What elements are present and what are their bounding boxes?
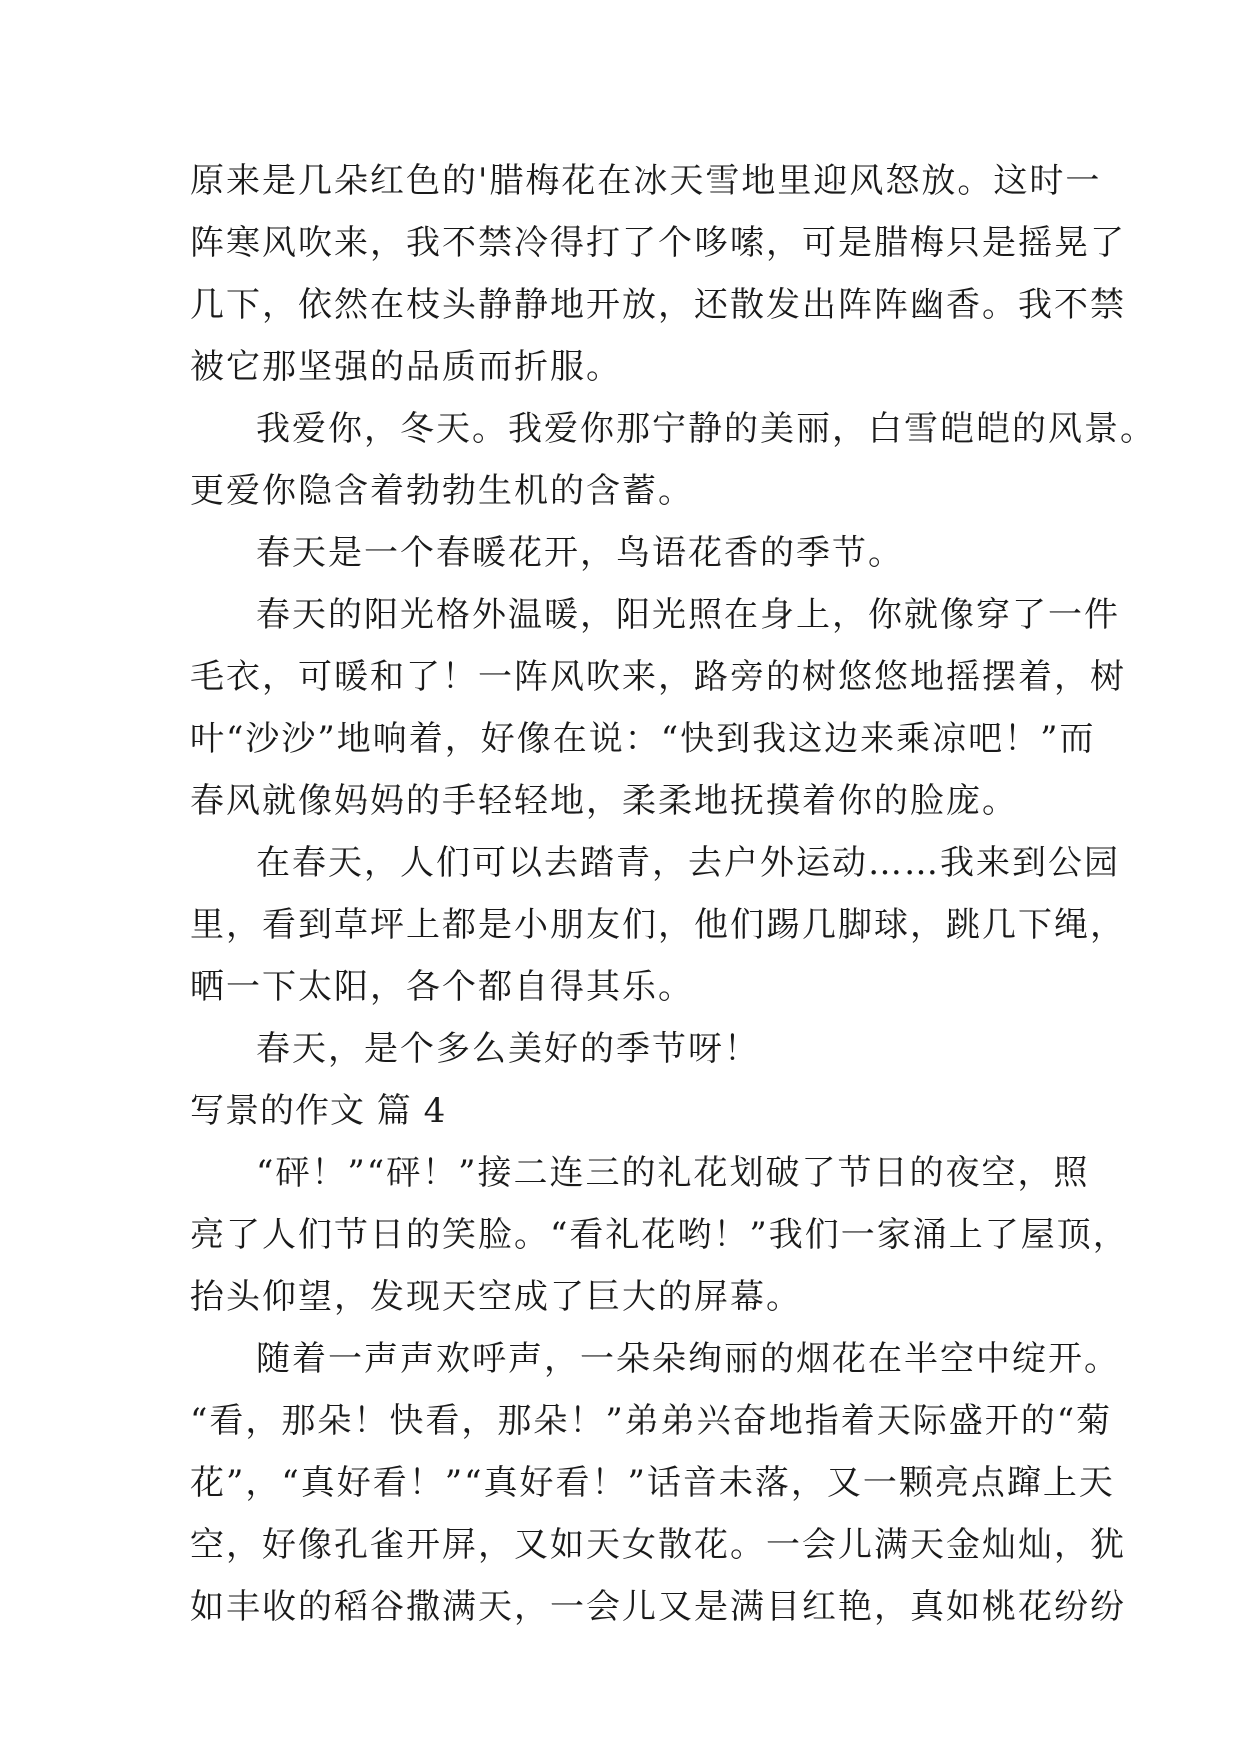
text-line: 春风就像妈妈的手轻轻地，柔柔地抚摸着你的脸庞。 xyxy=(190,781,1018,821)
text-line: 春天的阳光格外温暖，阳光照在身上，你就像穿了一件 xyxy=(256,595,1120,635)
text-line: 原来是几朵红色的'腊梅花在冰天雪地里迎风怒放。这时一 xyxy=(190,161,1102,201)
text-line: 春天是一个春暖花开，鸟语花香的季节。 xyxy=(256,533,904,573)
text-line: 亮了人们节日的笑脸。“看礼花哟！”我们一家涌上了屋顶， xyxy=(190,1215,1129,1255)
text-line: 如丰收的稻谷撒满天，一会儿又是满目红艳，真如桃花纷纷 xyxy=(190,1587,1126,1627)
text-line: 叶“沙沙”地响着，好像在说：“快到我这边来乘凉吧！”而 xyxy=(190,719,1096,759)
text-line: 几下，依然在枝头静静地开放，还散发出阵阵幽香。我不禁 xyxy=(190,285,1126,325)
section-heading: 写景的作文 篇 4 xyxy=(190,1091,447,1131)
text-line: 更爱你隐含着勃勃生机的含蓄。 xyxy=(190,471,694,511)
text-line: 里，看到草坪上都是小朋友们，他们踢几脚球，跳几下绳， xyxy=(190,905,1126,945)
text-line: 抬头仰望，发现天空成了巨大的屏幕。 xyxy=(190,1277,802,1317)
text-line: 我爱你，冬天。我爱你那宁静的美丽，白雪皑皑的风景。 xyxy=(256,409,1156,449)
text-line: 毛衣，可暖和了！一阵风吹来，路旁的树悠悠地摇摆着，树 xyxy=(190,657,1126,697)
text-line: 被它那坚强的品质而折服。 xyxy=(190,347,622,387)
text-line: “砰！”“砰！”接二连三的礼花划破了节日的夜空，照 xyxy=(256,1153,1090,1193)
text-line: 春天，是个多么美好的季节呀！ xyxy=(256,1029,760,1069)
text-line: 随着一声声欢呼声，一朵朵绚丽的烟花在半空中绽开。 xyxy=(256,1339,1120,1379)
text-line: 在春天，人们可以去踏青，去户外运动……我来到公园 xyxy=(256,843,1120,883)
text-line: 空，好像孔雀开屏，又如天女散花。一会儿满天金灿灿，犹 xyxy=(190,1525,1126,1565)
text-line: 阵寒风吹来，我不禁冷得打了个哆嗦，可是腊梅只是摇晃了 xyxy=(190,223,1126,263)
text-line: 晒一下太阳，各个都自得其乐。 xyxy=(190,967,694,1007)
text-line: 花”，“真好看！”“真好看！”话音未落，又一颗亮点蹿上天 xyxy=(190,1463,1115,1503)
document-page xyxy=(190,150,1156,1638)
text-line: “看，那朵！快看，那朵！”弟弟兴奋地指着天际盛开的“菊 xyxy=(190,1401,1113,1441)
